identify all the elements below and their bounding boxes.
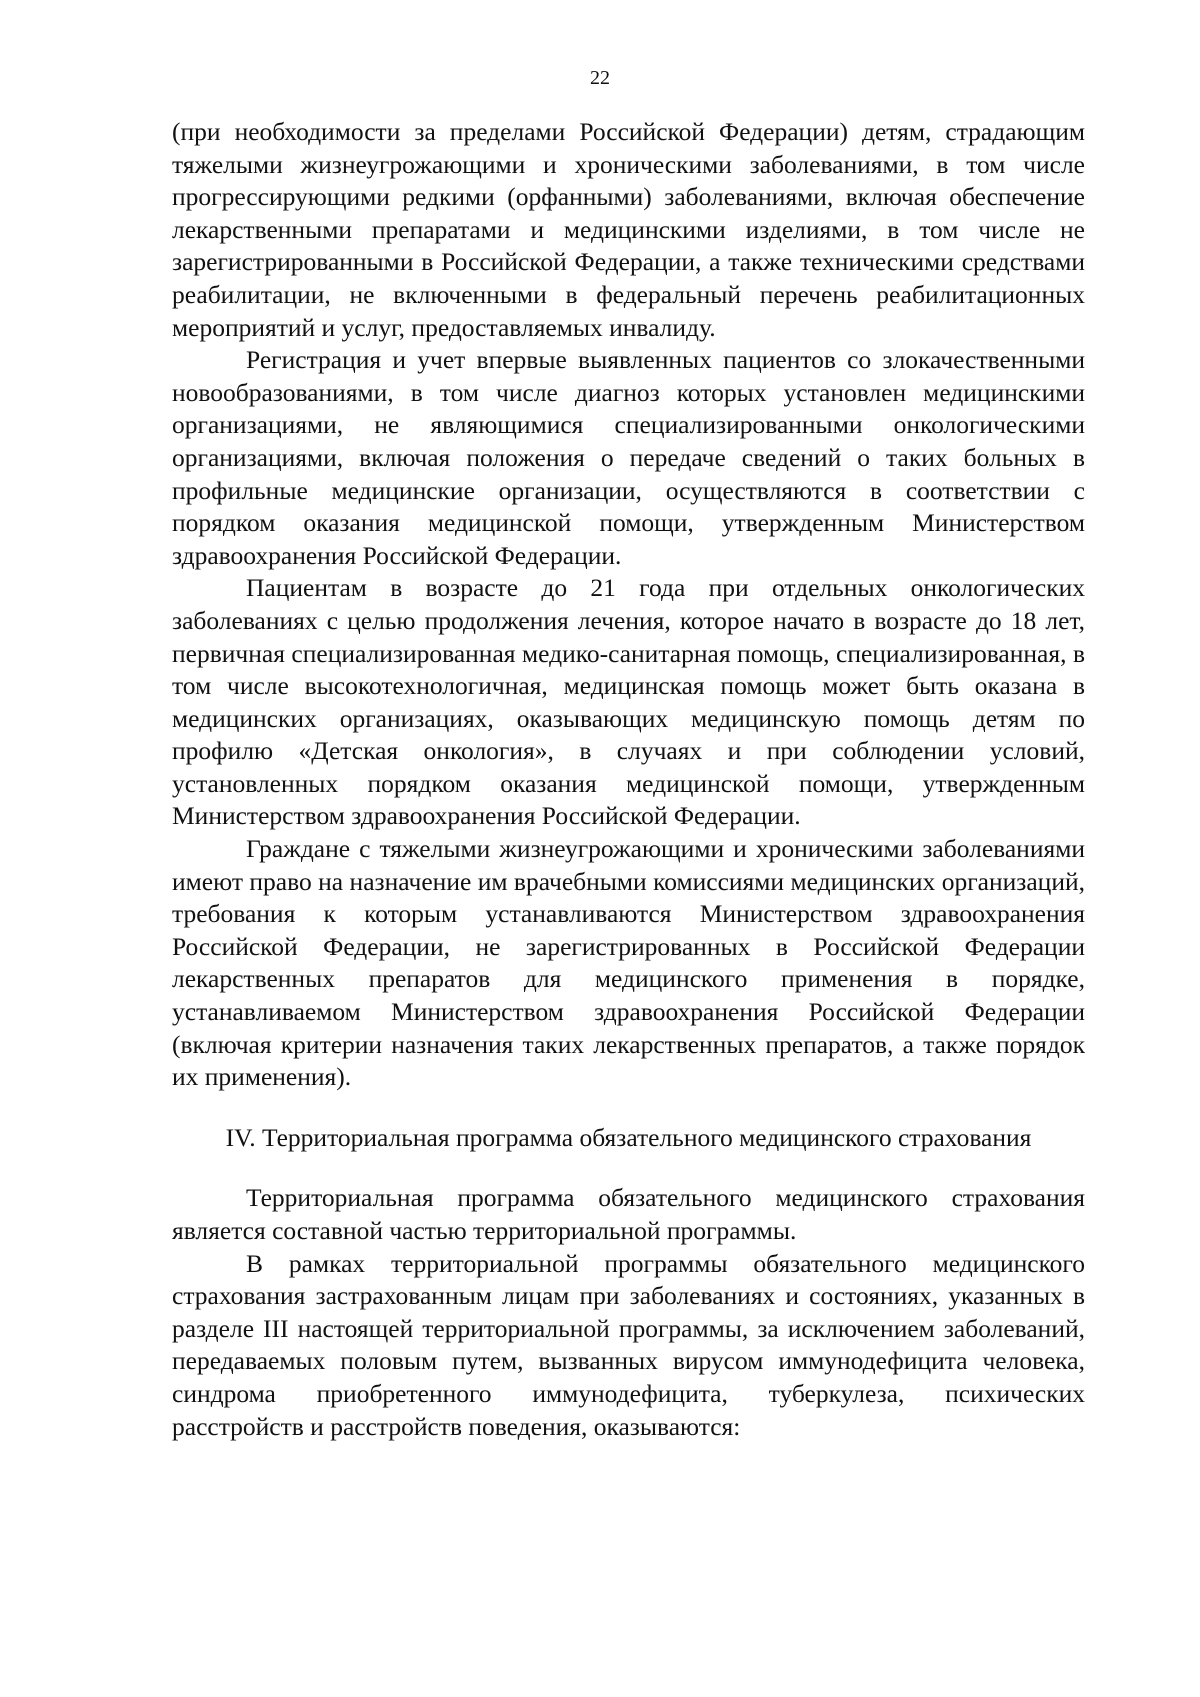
paragraph-territorial-program: Территориальная программа обязательного медицинского страхования является составной частью территориальной программы. bbox=[172, 1183, 1085, 1245]
paragraph-registration: Регистрация и учет впервые выявленных пациентов со злокачественными новообразованиями, в том числе диагноз которых установлен медицинскими организациями, не являющимися специализированными онкологическими организациями, включая положения о передаче сведений о таких больных в профильные медицинские организации, осуществляются в соответствии с порядком оказания медицинской помощи, утвержденным Министерством здравоохранения Российской Федерации. bbox=[172, 345, 1085, 570]
paragraph-citizens-rights: Граждане с тяжелыми жизнеугрожающими и хроническими заболеваниями имеют право на назначение им врачебными комиссиями медицинских организаций, требования к которым устанавливаются Министерством здравоохранения Российской Федерации, не зарегистрированных в Российской Федерации лекарственных препаратов для медицинского применения в порядке, устанавливаемом Министерством здравоохранения Российской Федерации (включая критерии назначения таких лекарственных препаратов, а также порядок их применения). bbox=[172, 834, 1085, 1092]
document-body bbox=[172, 116, 1085, 1443]
section-heading: IV. Территориальная программа обязательного медицинского страхования bbox=[225, 1122, 1032, 1152]
paragraph-patients-under-21: Пациентам в возрасте до 21 года при отдельных онкологических заболеваниях с целью продолжения лечения, которое начато в возрасте до 18 лет, первичная специализированная медико-санитарная помощь, специализированная, в том числе высокотехнологичная, медицинская помощь может быть оказана в медицинских организациях, оказывающих медицинскую помощь детям по профилю «Детская онкология», в случаях и при соблюдении условий, установленных порядком оказания медицинской помощи, утвержденным Министерством здравоохранения Российской Федерации. bbox=[172, 573, 1085, 831]
page-number: 22 bbox=[590, 67, 610, 89]
paragraph-continuation: (при необходимости за пределами Российской Федерации) детям, страдающим тяжелыми жизнеугрожающими и хроническими заболеваниями, в том числе прогрессирующими редкими (орфанными) заболеваниями, включая обеспечение лекарственными препаратами и медицинскими изделиями, в том числе не зарегистрированными в Российской Федерации, а также техническими средствами реабилитации, не включенными в федеральный перечень реабилитационных мероприятий и услуг, предоставляемых инвалиду. bbox=[172, 117, 1085, 342]
paragraph-within-program: В рамках территориальной программы обязательного медицинского страхования застрахованным лицам при заболеваниях и состояниях, указанных в разделе III настоящей территориальной программы, за исключением заболеваний, передаваемых половым путем, вызванных вирусом иммунодефицита человека, синдрома приобретенного иммунодефицита, туберкулеза, психических расстройств и расстройств поведения, оказываются: bbox=[172, 1248, 1085, 1441]
